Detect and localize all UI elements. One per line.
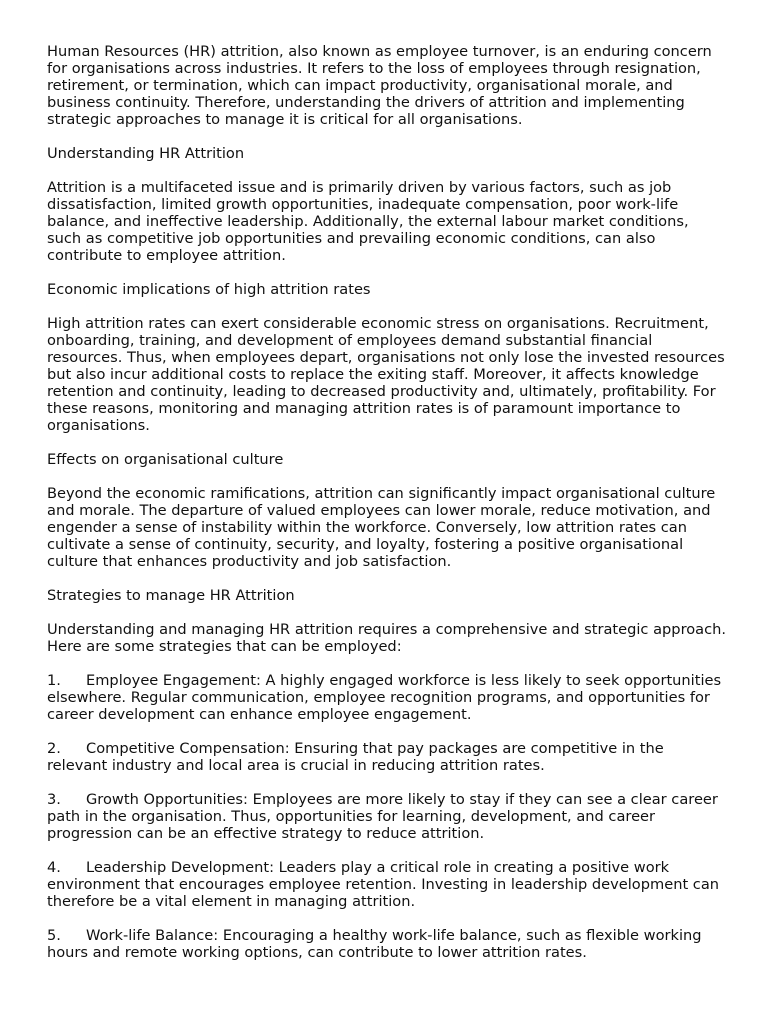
list-item-number: 3. [47, 791, 61, 808]
list-item-text: Employee Engagement: A highly engaged workforce is less likely to seek opportunities elsewhere. Regular communication, employee recognition programs, and opportunities for career development can enhance employee engagement. [47, 672, 722, 723]
list-item-number: 1. [47, 672, 61, 689]
list-item [47, 740, 727, 774]
list-item-text: Work-life Balance: Encouraging a healthy work-life balance, such as flexible working hours and remote working options, can contribute to lower attrition rates. [47, 927, 702, 961]
list-item-number: 2. [47, 740, 61, 757]
intro-paragraph: Human Resources (HR) attrition, also known as employee turnover, is an enduring concern for organisations across industries. It refers to the loss of employees through resignation, retirement, or termination, which can impact productivity, organisational morale, and business continuity. Therefore, understanding the drivers of attrition and implementing strategic approaches to manage it is critical for all organisations. [47, 43, 712, 128]
document-page [47, 43, 727, 978]
list-item [47, 791, 727, 842]
list-item [47, 927, 727, 961]
list-item-number: 4. [47, 859, 61, 876]
list-item-text: Leadership Development: Leaders play a critical role in creating a positive work environment that encourages employee retention. Investing in leadership development can therefore be a vital element in managing attrition. [47, 859, 720, 910]
section-body-culture: Beyond the economic ramifications, attrition can significantly impact organisational culture and morale. The departure of valued employees can lower morale, reduce motivation, and engender a sense of instability within the workforce. Conversely, low attrition rates can cultivate a sense of continuity, security, and loyalty, fostering a positive organisational culture that enhances productivity and job satisfaction. [47, 485, 716, 570]
section-body-strategies: Understanding and managing HR attrition requires a comprehensive and strategic approach. Here are some strategies that can be employed: [47, 621, 727, 655]
list-item-text: Competitive Compensation: Ensuring that pay packages are competitive in the relevant industry and local area is crucial in reducing attrition rates. [47, 740, 664, 774]
list-item [47, 672, 727, 723]
section-heading-strategies: Strategies to manage HR Attrition [47, 587, 295, 604]
list-item-number: 5. [47, 927, 61, 944]
section-heading-understanding: Understanding HR Attrition [47, 145, 245, 162]
list-item [47, 859, 727, 910]
section-body-economic: High attrition rates can exert considerable economic stress on organisations. Recruitment, onboarding, training, and development of employees demand substantial financial resources. Thus, when employees depart, organisations not only lose the invested resources but also incur additional costs to replace the exiting staff. Moreover, it affects knowledge retention and continuity, leading to decreased productivity and, ultimately, profitability. For these reasons, monitoring and managing attrition rates is of paramount importance to organisations. [47, 315, 725, 434]
section-heading-economic: Economic implications of high attrition rates [47, 281, 371, 298]
list-item-text: Growth Opportunities: Employees are more likely to stay if they can see a clear career path in the organisation. Thus, opportunities for learning, development, and career progression can be an effective strategy to reduce attrition. [47, 791, 718, 842]
section-body-understanding: Attrition is a multifaceted issue and is primarily driven by various factors, such as job dissatisfaction, limited growth opportunities, inadequate compensation, poor work-life balance, and ineffective leadership. Additionally, the external labour market conditions, such as competitive job opportunities and prevailing economic conditions, can also contribute to employee attrition. [47, 179, 689, 264]
section-heading-culture: Effects on organisational culture [47, 451, 284, 468]
